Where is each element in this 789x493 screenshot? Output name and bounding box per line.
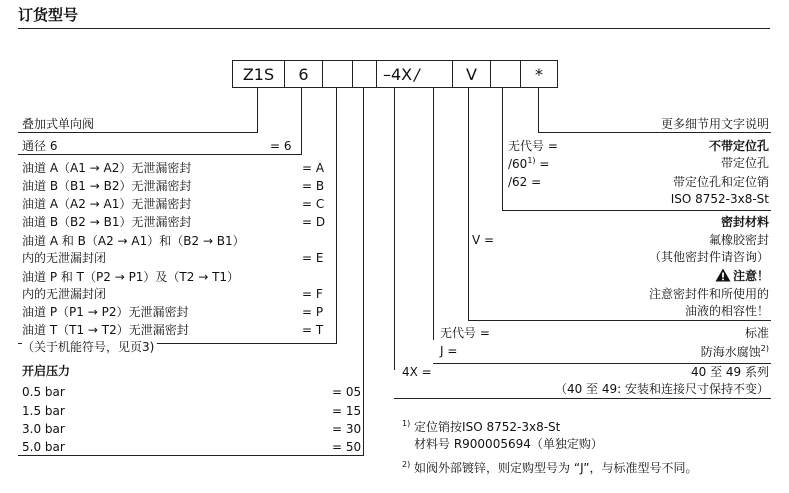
pin-none-code: 无代号 = <box>508 139 558 153</box>
footnote-1 <box>402 420 560 433</box>
function-e-label2: 内的无泄漏封闭 <box>22 251 107 265</box>
footnote-1-line2: 材料号 R900005694（单独定购） <box>414 437 603 451</box>
function-b-code: = B <box>302 179 325 193</box>
code-box-size: 6 <box>284 60 322 88</box>
symbol-note: （关于机能符号，见页3) <box>22 341 157 353</box>
sep-pin <box>502 210 771 211</box>
connector-pin <box>502 88 503 210</box>
pin-60-footnote-mark: 1) <box>527 156 536 165</box>
function-a-label: 油道 A（A1 → A2）无泄漏密封 <box>22 161 192 175</box>
pressure-05-label: 0.5 bar <box>22 385 65 399</box>
corrosion-j-code: J = <box>440 344 458 358</box>
pin-60-equals: = <box>539 157 550 171</box>
seal-v-note: （其他密封件请咨询） <box>648 250 769 264</box>
function-p-label: 油道 P（P1 → P2）无泄漏密封 <box>22 305 189 319</box>
function-d-label: 油道 B（B2 → B1）无泄漏密封 <box>22 215 192 229</box>
function-f-label: 油道 P 和 T（P2 → P1）及（T2 → T1） <box>22 270 240 284</box>
series-4x-desc: 40 至 49 系列 <box>691 365 769 379</box>
connector-corrosion <box>433 88 434 340</box>
code-box-corrosion <box>490 60 520 88</box>
sep-corrosion <box>433 363 771 364</box>
connector-size <box>301 88 302 154</box>
function-c-label: 油道 A（A2 → A1）无泄漏密封 <box>22 197 192 211</box>
code-box-pressure <box>352 60 376 88</box>
function-d-code: = D <box>302 215 326 229</box>
footnote-2-mark: 2) <box>402 460 411 469</box>
stacked-valve-label: 叠加式单向阀 <box>22 117 95 131</box>
seal-v-desc: 氟橡胶密封 <box>708 233 769 247</box>
pressure-50-code: = 50 <box>332 440 362 454</box>
pin-60-code-text: /60 <box>508 157 528 171</box>
function-t-label: 油道 T（T1 → T2）无泄漏密封 <box>22 323 189 337</box>
sep-stacked-valve <box>18 132 258 133</box>
function-p-code: = P <box>302 305 324 319</box>
code-box-series-z1s: Z1S <box>232 60 284 88</box>
corrosion-j-footnote-mark: 2) <box>760 344 769 353</box>
warning-icon <box>715 268 731 282</box>
function-f-code: = F <box>302 287 323 301</box>
footnote-1-mark: 1) <box>402 419 411 428</box>
pressure-50-label: 5.0 bar <box>22 440 65 454</box>
function-b-label: 油道 B（B1 → B2）无泄漏密封 <box>22 179 192 193</box>
pin-62-desc-iso: ISO 8752-3x8-St <box>670 192 769 206</box>
series-4x-note: （40 至 49: 安装和连接尺寸保持不变） <box>554 382 769 396</box>
footnote-2 <box>402 461 697 474</box>
pin-60-desc: 带定位孔 <box>720 156 769 170</box>
corrosion-j-desc <box>701 345 769 358</box>
function-a-code: = A <box>302 161 325 175</box>
code-box-series-4x <box>376 60 452 88</box>
pressure-05-code: = 05 <box>332 385 362 399</box>
pin-62-desc: 带定位孔和定位销 <box>672 175 769 189</box>
connector-function <box>336 88 337 343</box>
seal-warning-line1: 注意密封件和所使用的 <box>648 287 769 301</box>
pressure-15-label: 1.5 bar <box>22 404 65 418</box>
function-t-code: = T <box>302 323 324 337</box>
attention-line <box>715 268 769 282</box>
pressure-30-label: 3.0 bar <box>22 422 65 436</box>
pin-62-code: /62 = <box>508 175 542 189</box>
seal-v-code: V = <box>472 233 495 247</box>
connector-series <box>394 88 395 370</box>
further-details-label: 更多细节用文字说明 <box>660 117 769 131</box>
connector-further <box>538 88 539 132</box>
footnote-2-line1: 如阀外部镀锌，则定购型号为 “J”，与标准型号不同。 <box>414 461 698 475</box>
connector-pressure <box>363 88 364 455</box>
corrosion-none-code: 无代号 = <box>440 326 490 340</box>
series-4x-text: –4X <box>383 64 413 84</box>
pressure-30-code: = 30 <box>332 422 362 436</box>
size-code: = 6 <box>270 139 292 153</box>
attention-text: 注意！ <box>732 269 769 283</box>
corrosion-j-desc-text: 防海水腐蚀 <box>700 345 761 359</box>
corrosion-none-desc: 标准 <box>744 326 769 340</box>
connector-z1s <box>257 88 258 132</box>
function-e-label: 油道 A 和 B（A2 → A1）和（B2 → B1） <box>22 234 245 248</box>
pin-60-code <box>508 157 549 170</box>
code-box-function <box>322 60 352 88</box>
sep-series <box>394 398 771 399</box>
sep-seal <box>468 320 771 321</box>
seal-material-title: 密封材料 <box>720 215 769 229</box>
seal-warning-line2: 油液的相容性！ <box>684 304 769 318</box>
function-c-code: = C <box>302 197 325 211</box>
code-box-further: * <box>520 60 558 88</box>
pin-none-desc: 不带定位孔 <box>708 139 769 153</box>
size-label: 通径 6 <box>22 139 58 153</box>
sep-further <box>538 132 771 133</box>
title-underline <box>18 28 770 29</box>
footnote-1-line1: 定位销按ISO 8752-3x8-St <box>414 420 561 434</box>
sep-size <box>18 154 302 155</box>
connector-seal <box>468 88 469 320</box>
page-title: 订货型号 <box>18 6 79 24</box>
code-box-seal: V <box>452 60 490 88</box>
function-f-label2: 内的无泄漏封闭 <box>22 287 107 301</box>
function-e-code: = E <box>302 251 324 265</box>
pressure-15-code: = 15 <box>332 404 362 418</box>
slash-text: / <box>414 64 420 84</box>
sep-pressure <box>18 455 364 456</box>
cracking-pressure-title: 开启压力 <box>22 364 71 378</box>
series-4x-code: 4X = <box>402 365 432 379</box>
